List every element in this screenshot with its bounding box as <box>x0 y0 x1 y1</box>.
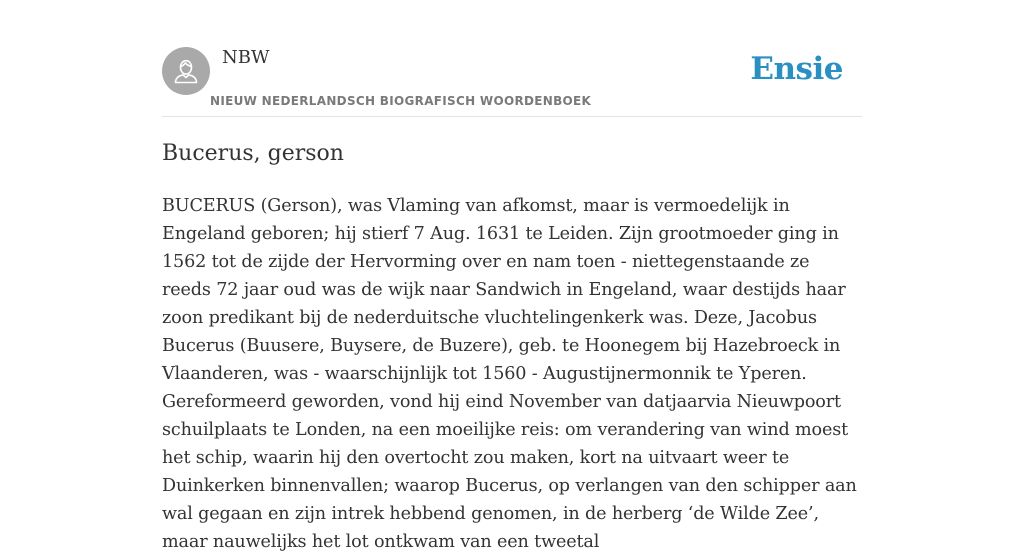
article-title: Bucerus, gerson <box>162 141 344 166</box>
source-name[interactable]: NBW <box>222 47 270 68</box>
source-subtitle: NIEUW NEDERLANDSCH BIOGRAFISCH WOORDENBOEK <box>210 94 592 108</box>
article-body: BUCERUS (Gerson), was Vlaming van afkomst, maar is vermoedelijk in Engeland geboren; hij stierf 7 Aug. 1631 te Leiden. Zijn grootmoeder ging in 1562 tot de zijde der Hervorming over en nam toen - niettegenstaande ze reeds 72 jaar oud was de wijk naar Sandwich in Engeland, waar destijds haar zoon predikant bij de nederduitsche vluchtelingenkerk was. Deze, Jacobus Bucerus (Buusere, Buysere, de Buzere), geb. te Hoonegem bij Hazebroeck in Vlaanderen, was - waarschijnlijk tot 1560 - Augustijnermonnik te Yperen. Gereformeerd geworden, vond hij eind November van datjaarvia Nieuwpoort schuilplaats te Londen, na een moeilijke reis: om verandering van wind moest het schip, waarin hij den overtocht zou maken, kort na uitvaart weer te Duinkerken binnenvallen; waarop Bucerus, op verlangen van den schipper aan wal gegaan en zijn intrek hebbend genomen, in de herberg ‘de Wilde Zee’, maar nauwelijks het lot ontkwam van een tweetal <box>162 196 857 552</box>
ensie-logo[interactable]: Ensie <box>750 51 843 87</box>
source-header <box>162 0 862 117</box>
user-silhouette-icon[interactable] <box>162 47 210 95</box>
